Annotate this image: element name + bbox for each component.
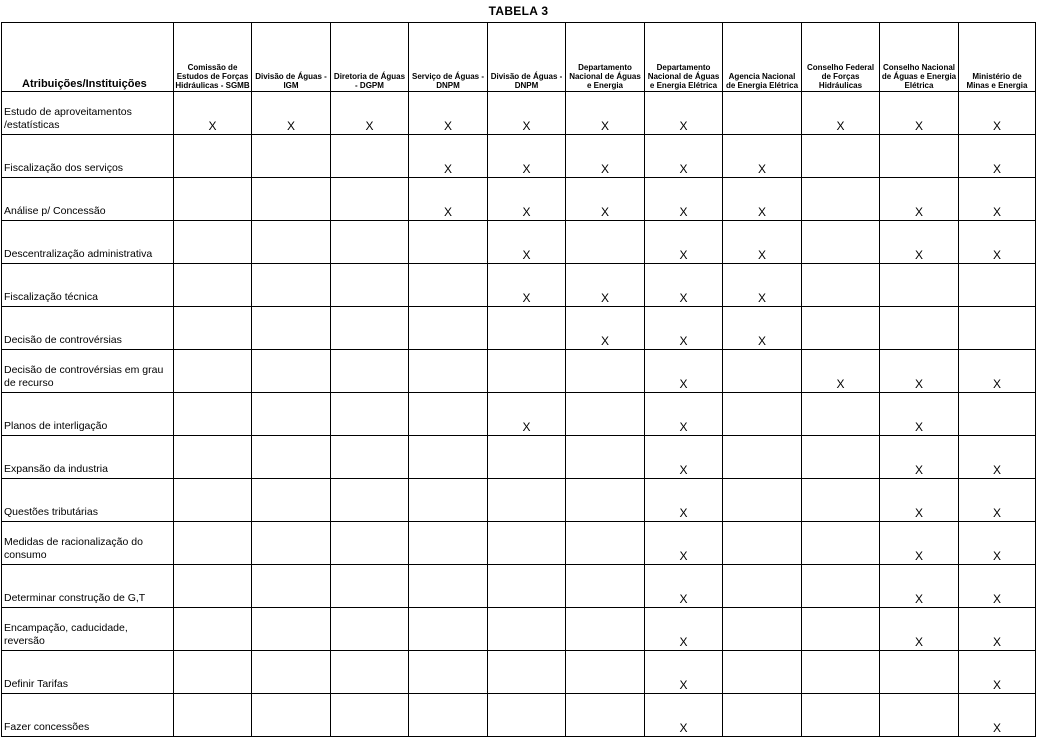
attribution-mark — [252, 221, 331, 264]
attribution-mark — [566, 608, 645, 651]
attribution-mark — [252, 565, 331, 608]
attribution-mark: X — [959, 608, 1036, 651]
table-row — [2, 565, 1036, 608]
attribution-mark: X — [645, 694, 723, 737]
row-label: Descentralização administrativa — [2, 221, 174, 264]
row-label: Decisão de controvérsias em grau de recurso — [2, 350, 174, 393]
attribution-mark — [252, 393, 331, 436]
attribution-mark: X — [880, 565, 959, 608]
attribution-mark — [252, 479, 331, 522]
attribution-mark: X — [802, 350, 880, 393]
column-header: Comissão de Estudos de Forças Hidráulicas - SGMB — [174, 23, 252, 92]
attribution-mark — [723, 479, 802, 522]
row-label: Fiscalização dos serviços — [2, 135, 174, 178]
column-header: Departamento Nacional de Águas e Energia Elétrica — [645, 23, 723, 92]
attribution-mark — [802, 221, 880, 264]
attribution-mark — [880, 135, 959, 178]
table-row — [2, 135, 1036, 178]
attribution-mark: X — [174, 92, 252, 135]
attribution-mark: X — [645, 479, 723, 522]
attribution-mark — [252, 608, 331, 651]
attribution-mark: X — [409, 92, 488, 135]
attribution-mark — [409, 436, 488, 479]
attribution-mark — [409, 651, 488, 694]
attribution-mark: X — [488, 92, 566, 135]
attribution-mark: X — [880, 436, 959, 479]
attribution-mark — [331, 565, 409, 608]
attribution-mark: X — [645, 522, 723, 565]
attribution-mark — [409, 350, 488, 393]
attribution-mark — [174, 178, 252, 221]
attribution-mark — [802, 393, 880, 436]
row-label: Expansão da industria — [2, 436, 174, 479]
attribution-mark: X — [488, 264, 566, 307]
table-row — [2, 436, 1036, 479]
attribution-mark — [566, 565, 645, 608]
attribution-mark — [409, 307, 488, 350]
attribution-mark: X — [959, 694, 1036, 737]
table-row — [2, 264, 1036, 307]
column-header: Diretoria de Águas - DGPM — [331, 23, 409, 92]
attribution-mark — [331, 393, 409, 436]
column-header: Ministério de Minas e Energia — [959, 23, 1036, 92]
attribution-mark — [802, 565, 880, 608]
attribution-mark — [488, 522, 566, 565]
attribution-mark — [488, 694, 566, 737]
row-label: Definir Tarifas — [2, 651, 174, 694]
attribution-mark: X — [488, 393, 566, 436]
attribution-mark: X — [331, 92, 409, 135]
table-row — [2, 92, 1036, 135]
attribution-mark: X — [645, 436, 723, 479]
attribution-mark — [174, 350, 252, 393]
attribution-mark: X — [645, 307, 723, 350]
attribution-mark — [174, 694, 252, 737]
attribution-mark — [723, 651, 802, 694]
attribution-mark — [880, 264, 959, 307]
attribution-mark: X — [959, 221, 1036, 264]
row-label: Fazer concessões — [2, 694, 174, 737]
attribution-mark: X — [723, 221, 802, 264]
attribution-mark: X — [566, 264, 645, 307]
attribution-mark — [959, 264, 1036, 307]
attribution-mark — [723, 436, 802, 479]
attribution-mark: X — [880, 178, 959, 221]
attribution-mark — [488, 651, 566, 694]
attribution-mark — [174, 522, 252, 565]
attribution-mark — [174, 135, 252, 178]
column-header: Divisão de Águas - IGM — [252, 23, 331, 92]
attribution-mark: X — [959, 350, 1036, 393]
attribution-mark — [566, 694, 645, 737]
attribution-mark: X — [645, 393, 723, 436]
row-label: Questões tributárias — [2, 479, 174, 522]
attribution-mark — [409, 393, 488, 436]
attribution-mark — [409, 221, 488, 264]
attribution-mark: X — [645, 608, 723, 651]
attribution-mark — [880, 694, 959, 737]
table-row — [2, 479, 1036, 522]
attribution-mark — [802, 694, 880, 737]
attribution-mark: X — [959, 92, 1036, 135]
attribution-mark: X — [566, 307, 645, 350]
attribution-mark: X — [723, 264, 802, 307]
column-header: Divisão de Águas - DNPM — [488, 23, 566, 92]
attribution-mark: X — [959, 436, 1036, 479]
row-label: Estudo de aproveitamentos /estatísticas — [2, 92, 174, 135]
attribution-mark — [802, 608, 880, 651]
attribution-mark — [802, 307, 880, 350]
attribution-mark — [331, 350, 409, 393]
row-label: Fiscalização técnica — [2, 264, 174, 307]
attribution-mark: X — [959, 522, 1036, 565]
table-row — [2, 393, 1036, 436]
attribution-mark — [331, 651, 409, 694]
attribution-mark — [488, 307, 566, 350]
attribution-mark: X — [959, 651, 1036, 694]
attribution-mark — [252, 178, 331, 221]
attribution-mark — [174, 264, 252, 307]
attribution-mark — [566, 651, 645, 694]
attribution-mark: X — [723, 178, 802, 221]
attributions-table — [1, 22, 1036, 737]
attribution-mark — [174, 307, 252, 350]
row-label: Análise p/ Concessão — [2, 178, 174, 221]
column-header: Conselho Nacional de Águas e Energia Elétrica — [880, 23, 959, 92]
table-row — [2, 178, 1036, 221]
attribution-mark — [331, 694, 409, 737]
attribution-mark — [409, 479, 488, 522]
row-label: Encampação, caducidade, reversão — [2, 608, 174, 651]
table-row — [2, 608, 1036, 651]
row-label: Decisão de controvérsias — [2, 307, 174, 350]
attribution-mark — [959, 307, 1036, 350]
row-label: Medidas de racionalização do consumo — [2, 522, 174, 565]
attribution-mark: X — [959, 135, 1036, 178]
attribution-mark — [252, 135, 331, 178]
attribution-mark: X — [645, 651, 723, 694]
attribution-mark: X — [959, 479, 1036, 522]
attribution-mark: X — [645, 178, 723, 221]
attribution-mark — [802, 264, 880, 307]
attribution-mark: X — [880, 350, 959, 393]
attribution-mark — [959, 393, 1036, 436]
attribution-mark — [802, 651, 880, 694]
attribution-mark: X — [566, 178, 645, 221]
attribution-mark: X — [723, 135, 802, 178]
attribution-mark — [252, 694, 331, 737]
attribution-mark — [566, 221, 645, 264]
attribution-mark — [331, 522, 409, 565]
attribution-mark — [409, 608, 488, 651]
attribution-mark — [409, 522, 488, 565]
attribution-mark — [802, 135, 880, 178]
attribution-mark: X — [880, 479, 959, 522]
attribution-mark — [409, 694, 488, 737]
attribution-mark: X — [802, 92, 880, 135]
attribution-mark: X — [645, 264, 723, 307]
attribution-mark: X — [409, 178, 488, 221]
attribution-mark — [252, 522, 331, 565]
column-header: Serviço de Águas - DNPM — [409, 23, 488, 92]
attribution-mark — [331, 436, 409, 479]
column-header: Departamento Nacional de Águas e Energia — [566, 23, 645, 92]
attribution-mark — [488, 436, 566, 479]
attribution-mark: X — [488, 221, 566, 264]
column-header: Agencia Nacional de Energia Elétrica — [723, 23, 802, 92]
attribution-mark — [880, 651, 959, 694]
table-row — [2, 522, 1036, 565]
attribution-mark — [566, 350, 645, 393]
attribution-mark: X — [645, 221, 723, 264]
attribution-mark: X — [723, 307, 802, 350]
attribution-mark — [331, 178, 409, 221]
attribution-mark — [331, 264, 409, 307]
attribution-mark — [174, 436, 252, 479]
attribution-mark: X — [645, 350, 723, 393]
corner-header: Atribuições/Instituições — [2, 23, 174, 92]
attribution-mark — [331, 479, 409, 522]
attribution-mark: X — [252, 92, 331, 135]
header-row — [2, 23, 1036, 92]
attribution-mark — [880, 307, 959, 350]
attribution-mark — [174, 651, 252, 694]
attribution-mark — [488, 350, 566, 393]
attribution-mark — [252, 307, 331, 350]
attribution-mark — [174, 393, 252, 436]
attribution-mark — [723, 393, 802, 436]
table-row — [2, 350, 1036, 393]
attribution-mark — [174, 565, 252, 608]
attribution-mark — [566, 393, 645, 436]
attribution-mark — [723, 92, 802, 135]
row-label: Determinar construção de G,T — [2, 565, 174, 608]
attribution-mark — [174, 608, 252, 651]
attribution-mark — [488, 479, 566, 522]
attribution-mark — [723, 350, 802, 393]
table-title: TABELA 3 — [488, 4, 549, 18]
attribution-mark: X — [880, 92, 959, 135]
attribution-mark — [802, 436, 880, 479]
attribution-mark: X — [409, 135, 488, 178]
attribution-mark — [331, 221, 409, 264]
attribution-mark — [566, 436, 645, 479]
attribution-mark: X — [488, 178, 566, 221]
attribution-mark: X — [880, 393, 959, 436]
table-row — [2, 651, 1036, 694]
table-row — [2, 307, 1036, 350]
attribution-mark: X — [880, 608, 959, 651]
attribution-mark: X — [959, 178, 1036, 221]
attribution-mark — [252, 264, 331, 307]
attribution-mark — [252, 651, 331, 694]
attribution-mark — [252, 350, 331, 393]
attribution-mark: X — [645, 565, 723, 608]
attribution-mark — [488, 608, 566, 651]
attribution-mark — [331, 307, 409, 350]
attribution-mark — [802, 479, 880, 522]
attribution-mark — [723, 608, 802, 651]
attribution-mark — [409, 565, 488, 608]
table-row — [2, 694, 1036, 737]
attribution-mark — [723, 565, 802, 608]
attribution-mark — [488, 565, 566, 608]
attribution-mark — [723, 694, 802, 737]
attribution-mark: X — [645, 92, 723, 135]
row-label: Planos de interligação — [2, 393, 174, 436]
attribution-mark — [252, 436, 331, 479]
attribution-mark — [331, 135, 409, 178]
attribution-mark: X — [566, 92, 645, 135]
attribution-mark: X — [645, 135, 723, 178]
attribution-mark: X — [959, 565, 1036, 608]
attribution-mark — [409, 264, 488, 307]
attribution-mark — [174, 221, 252, 264]
attribution-mark — [566, 522, 645, 565]
attribution-mark: X — [566, 135, 645, 178]
table-row — [2, 221, 1036, 264]
attribution-mark — [174, 479, 252, 522]
attribution-mark — [566, 479, 645, 522]
attribution-mark — [331, 608, 409, 651]
attribution-mark: X — [880, 522, 959, 565]
table-body — [2, 92, 1036, 737]
attribution-mark: X — [880, 221, 959, 264]
attribution-mark — [723, 522, 802, 565]
attribution-mark — [802, 178, 880, 221]
attribution-mark — [802, 522, 880, 565]
column-header: Conselho Federal de Forças Hidráulicas — [802, 23, 880, 92]
attribution-mark: X — [488, 135, 566, 178]
